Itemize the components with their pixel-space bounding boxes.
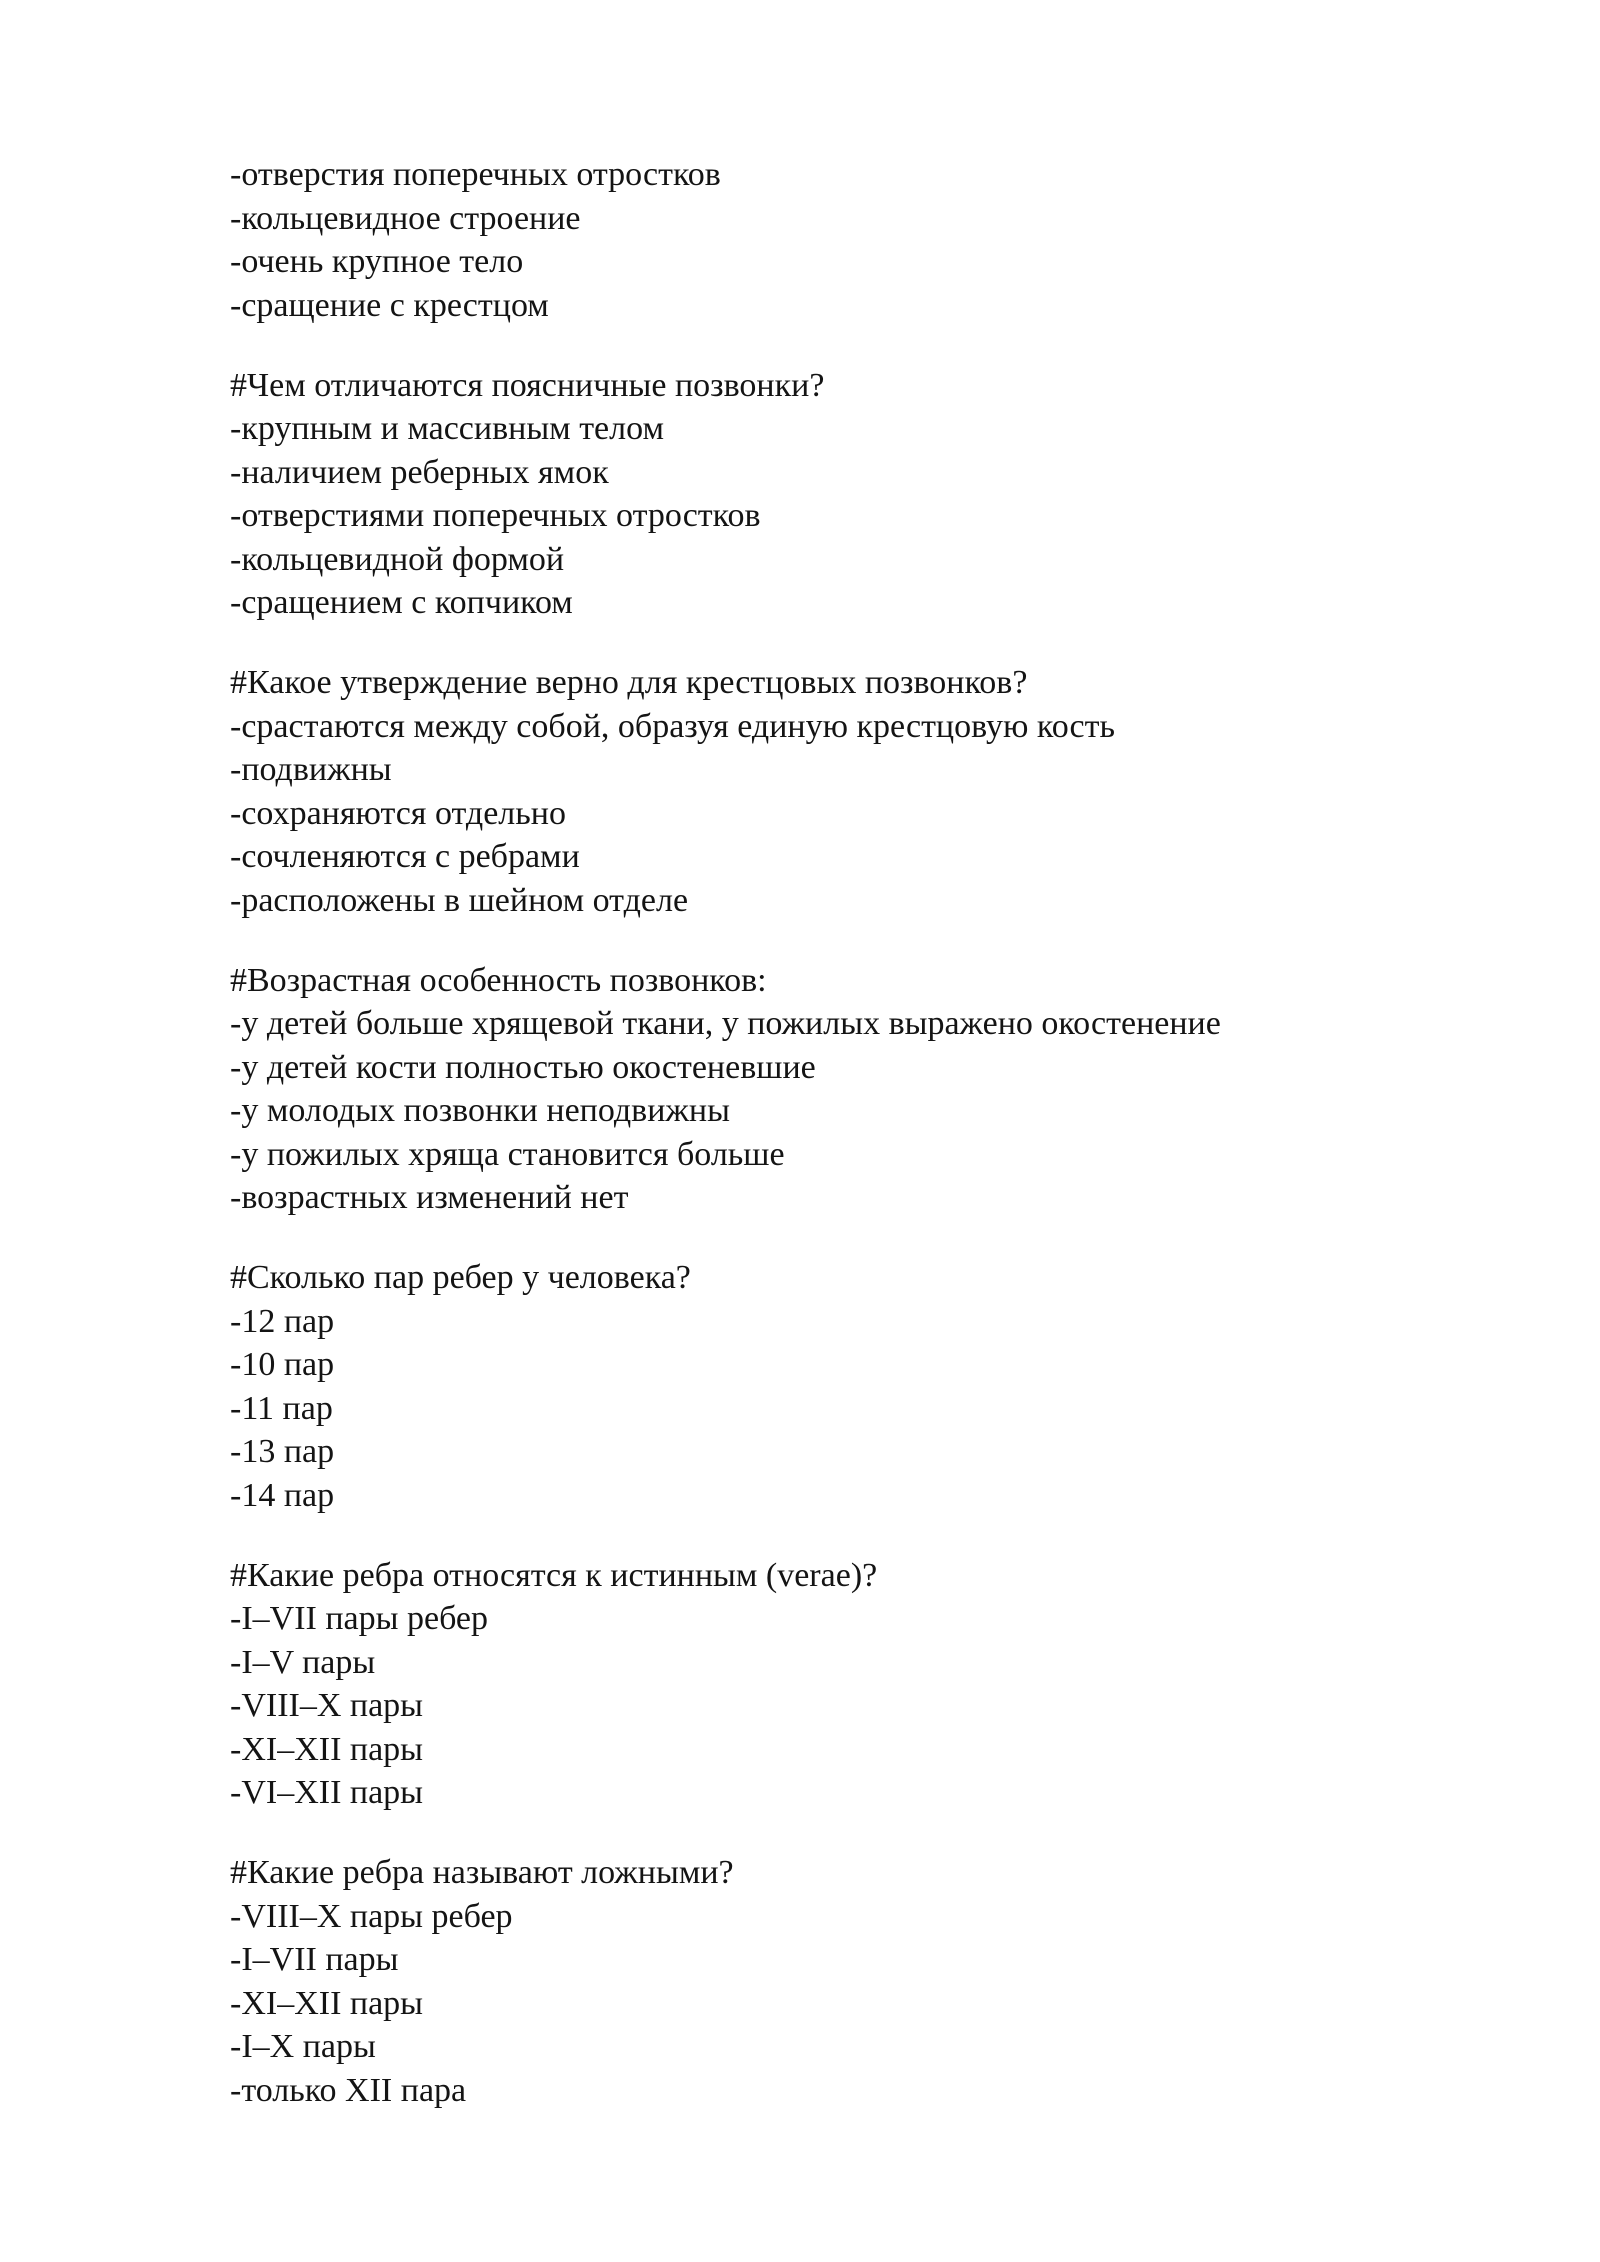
answer-option: -сохраняются отдельно [230,794,566,832]
answer-option: -12 пар [230,1302,335,1340]
answer-option: -XI–XII пары [230,1730,424,1768]
answer-option: -11 пар [230,1389,333,1427]
answer-option: -у детей кости полностью окостеневшие [230,1048,816,1086]
answer-option: -крупным и массивным телом [230,410,664,447]
answer-option: -только XII пара [230,2071,467,2109]
answer-option: -сочленяются с ребрами [230,838,580,875]
question-text: #Чем отличаются поясничные позвонки? [230,366,825,404]
answer-option: -отверстиями поперечных отростков [230,497,761,534]
answer-option: -очень крупное тело [230,243,524,280]
question-text: #Возрастная особенность позвонков: [230,961,767,999]
answer-option: -I–VII пары [230,1941,399,1978]
answer-option: -XI–XII пары [230,1984,424,2022]
answer-option: -14 пар [230,1476,335,1514]
answer-option: -кольцевидной формой [230,540,565,578]
answer-option: -расположены в шейном отделе [230,881,689,919]
answer-option: -у детей больше хрящевой ткани, у пожилых выражено окостенение [230,1005,1221,1042]
question-block [230,661,1430,922]
answer-option: -наличием реберных ямок [230,453,609,491]
question-text: #Какие ребра относятся к истинным (verae)? [230,1556,878,1594]
question-text: #Какое утверждение верно для крестцовых позвонков? [230,664,1028,701]
answer-option: -I–V пары [230,1643,376,1681]
answer-option: -срастаются между собой, образуя единую крестцовую кость [230,707,1116,745]
question-block [230,1851,1430,2112]
answer-option: -у пожилых хряща становится больше [230,1135,785,1173]
question-text: #Сколько пар ребер у человека? [230,1259,691,1296]
answer-option: -VIII–X пары [230,1687,424,1724]
answer-option: -сращение с крестцом [230,286,549,324]
answer-option: -VIII–X пары ребер [230,1897,513,1935]
question-text: #Какие ребра называют ложными? [230,1854,734,1891]
answer-option: -возрастных изменений нет [230,1179,629,1216]
answer-option: -кольцевидное строение [230,199,581,237]
question-block [230,959,1430,1220]
answer-option: -у молодых позвонки неподвижны [230,1092,730,1129]
answer-option: -сращением с копчиком [230,584,573,621]
question-block [230,364,1430,625]
answer-option: -подвижны [230,751,392,788]
document-body [230,153,1430,2112]
answer-option: -отверстия поперечных отростков [230,156,721,193]
answer-option: -VI–XII пары [230,1774,424,1811]
question-block [230,1554,1430,1815]
answer-option: -I–X пары [230,2028,376,2065]
answer-option: -13 пар [230,1433,335,1470]
answer-option: -10 пар [230,1346,335,1383]
answer-list-continued [230,153,1430,327]
question-block [230,1256,1430,1517]
answer-option: -I–VII пары ребер [230,1600,489,1637]
